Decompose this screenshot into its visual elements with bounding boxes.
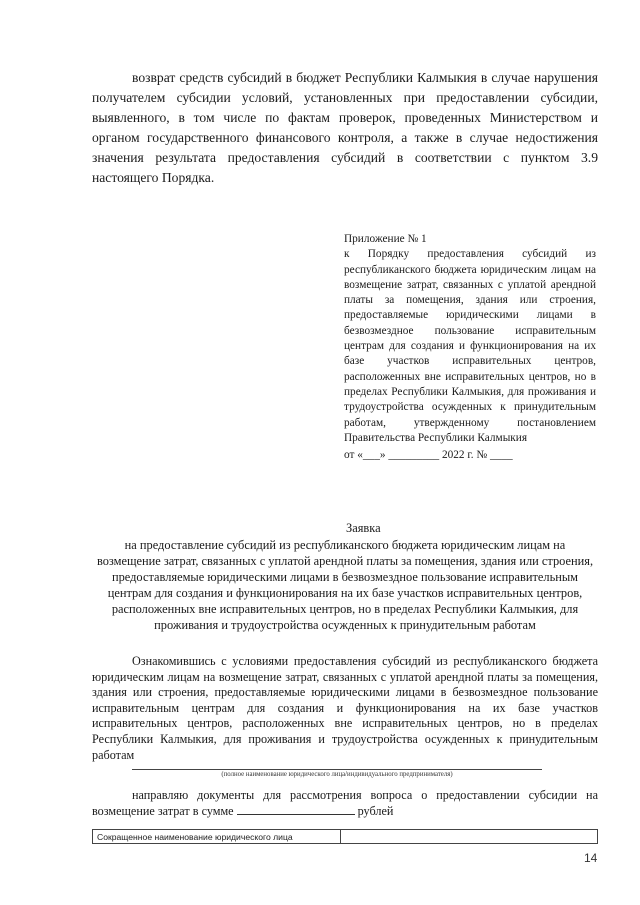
page-number: 14: [584, 851, 598, 865]
appendix-body: к Порядку предоставления субсидий из республиканского бюджета юридическим лицам на возмещение затрат, связанных с уплатой арендной платы за помещения, здания или строения, предоставляемые юридическими лицами в безвозмездное пользование исправительным центрам для создания и функционирования на их базе участков исправительных центров, расположенных вне исправительных центров, но в пределах Республики Калмыкия, для проживания и трудоустройства осужденных к принудительным работам, утвержденному постановлением Правительства Республики Калмыкия: [344, 248, 596, 444]
documents-paragraph: [92, 787, 598, 819]
amount-blank-field[interactable]: [237, 803, 355, 815]
short-name-value-cell[interactable]: [340, 830, 341, 843]
appendix-date-line: от «___» _________ 2022 г. № ____: [344, 449, 513, 462]
applicant-name-caption: (полное наименование юридического лица/индивидуального предпринимателя): [221, 771, 453, 778]
appendix-heading: Приложение № 1: [344, 233, 427, 245]
currency-label: рублей: [357, 804, 394, 818]
application-intro: Ознакомившись с условиями предоставления субсидий из республиканского бюджета юридическим лицам на возмещение затрат, связанных с уплатой арендной платы за помещения, здания или строения, предоставляемые юридическими лицами в безвозмездное пользование исправительным центрам для создания и функционирования на их базе участков исправительных центров, расположенных вне исправительных центров, но в пределах Республики Калмыкия, для проживания и трудоустройства осужденных к принудительным работам: [92, 654, 598, 762]
application-title: Заявка: [346, 521, 381, 535]
short-name-table: [92, 829, 598, 844]
intro-paragraph: возврат средств субсидий в бюджет Республики Калмыкия в случае нарушения получателем субсидии условий, установленных при предоставлении субсидии, выявленного, в том числе по фактам проверок, проведенных Министерством и органом государственного финансового контроля, а также в случае недостижения значения результата предоставления субсидий в соответствии с пунктом 3.9 настоящего Порядка.: [92, 70, 598, 185]
applicant-name-line[interactable]: [132, 769, 542, 770]
appendix-block: [344, 232, 596, 463]
short-name-label: Сокращенное наименование юридического лица: [97, 832, 293, 842]
documents-text: направляю документы для рассмотрения вопроса о предоставлении субсидии на возмещение затрат в сумме: [92, 788, 598, 818]
application-subtitle: на предоставление субсидий из республиканского бюджета юридическим лицам на возмещение затрат, связанных с уплатой арендной платы за помещения, здания или строения, предоставляемые юридическими лицами в безвозмездное пользование исправительным центрам для создания и функционирования на их базе участков исправительных центров, расположенных вне исправительных центров, но в пределах Республики Калмыкия, для проживания и трудоустройства осужденных к принудительным работам: [96, 538, 594, 632]
